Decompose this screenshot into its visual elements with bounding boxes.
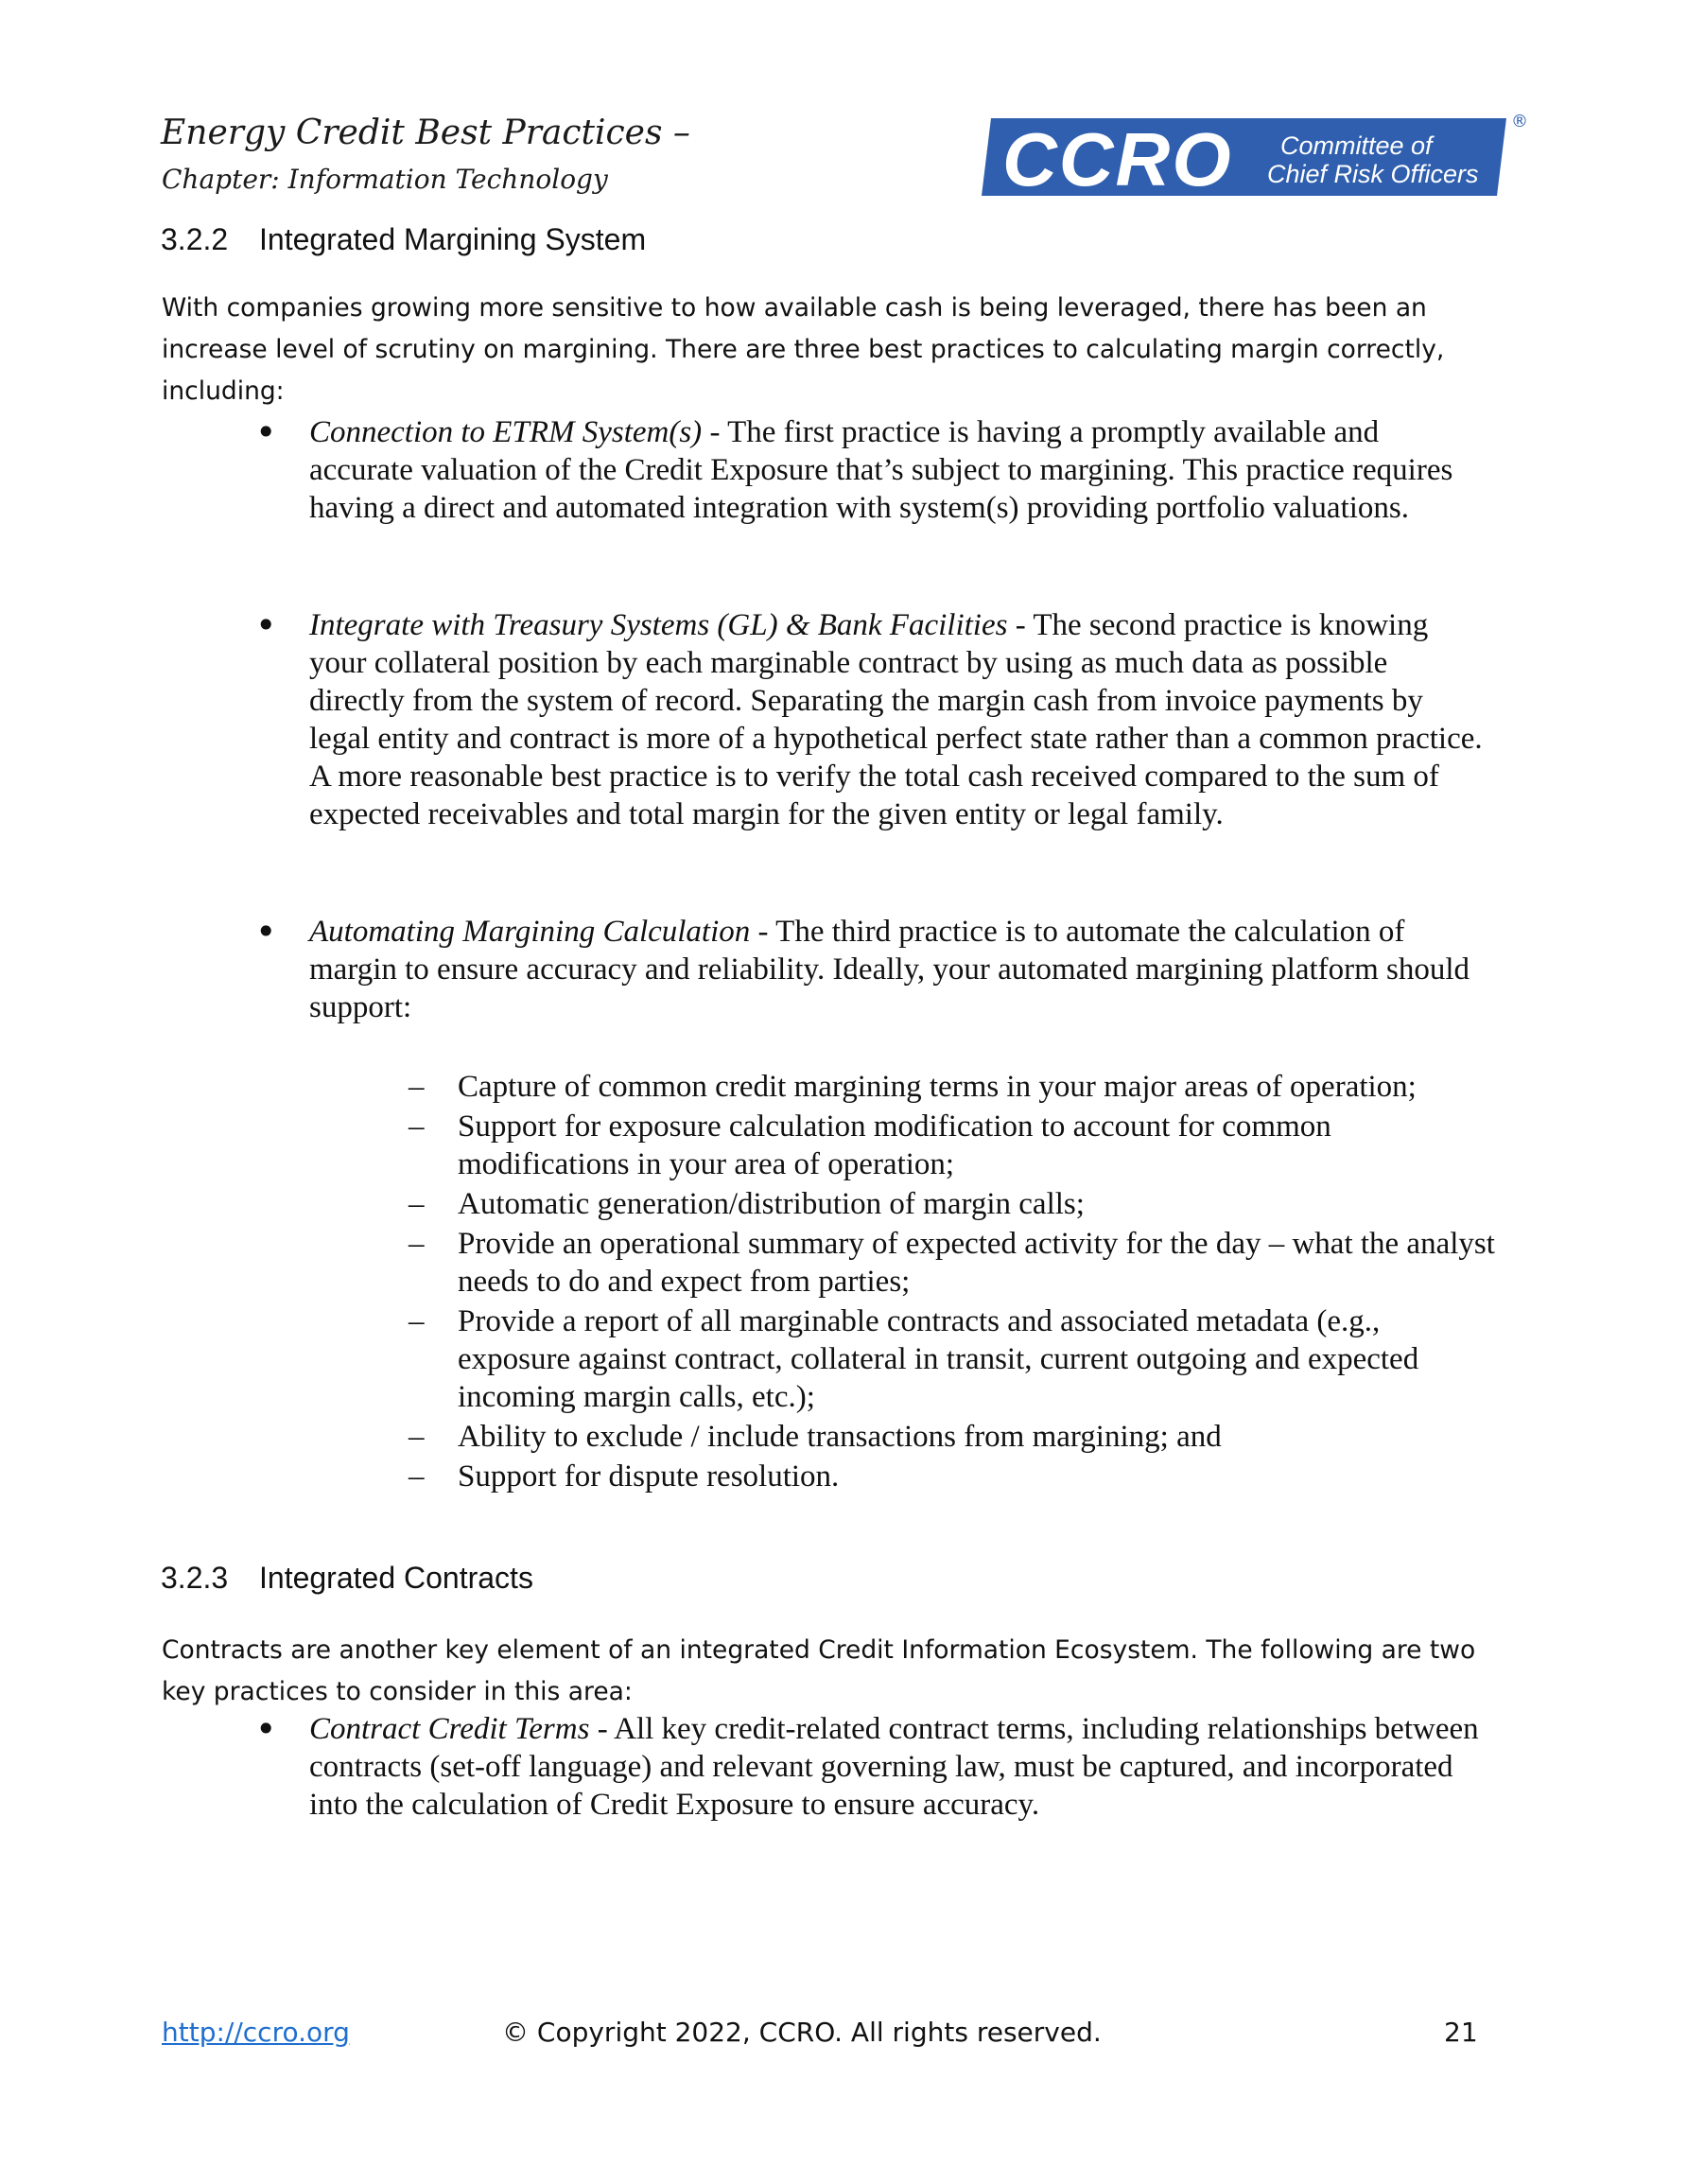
dash-icon: – (409, 1070, 425, 1104)
list-item: – Support for exposure calculation modification to account for common modifications in your area of operation; (409, 1109, 1331, 1181)
logo-tagline-1: Committee of (1280, 131, 1433, 160)
bullet-icon: • (255, 911, 277, 952)
list-item: – Automatic generation/distribution of margin calls; (409, 1187, 1085, 1221)
bullet-body: - The second practice is knowing your collateral position by each marginable contract by using as much data as possible directly from the system of record. Separating the margin cash from invoice payments by legal entity and contract is more of a hypothetical perfect state rather than a common practice. A more reasonable best practice is to verify the total cash received compared to the sum of expected receivables and total margin for the given entity or legal family. (309, 608, 1483, 831)
bullet-lead: Integrate with Treasury Systems (GL) & Bank Facilities (309, 608, 1008, 642)
section-heading-3-2-2 (161, 222, 646, 257)
bullet-item (255, 913, 1485, 1026)
section-intro-paragraph: With companies growing more sensitive to how available cash is being leveraged, there has been an increase level of scrutiny on margining. There are three best practices to calculating margin correctly, including: (162, 293, 1445, 406)
bullet-item (255, 1710, 1485, 1824)
bullet-text (309, 413, 1485, 527)
bullet-lead: Contract Credit Terms (309, 1712, 590, 1746)
dash-icon: – (409, 1420, 425, 1454)
bullet-icon: • (255, 1708, 277, 1750)
footer-link[interactable]: http://ccro.org (162, 2017, 350, 2048)
section-number: 3.2.2 (161, 222, 229, 256)
section-intro-paragraph: Contracts are another key element of an integrated Credit Information Ecosystem. The following are two key practices to consider in this area: (162, 1635, 1476, 1706)
ccro-logo (982, 114, 1511, 201)
list-item: – Provide an operational summary of expected activity for the day – what the analyst needs to do and expect from parties; (409, 1227, 1495, 1299)
bullet-lead: Connection to ETRM System(s) (309, 415, 703, 449)
bullet-body: - The first practice is having a promptly available and accurate valuation of the Credit Exposure that’s subject to margining. This practice requires having a direct and automated integration with system(s) providing portfolio valuations. (309, 415, 1453, 525)
bullet-body: - All key credit-related contract terms, including relationships between contracts (set-off language) and relevant governing law, must be captured, and incorporated into the calculation of Credit Exposure to ensure accuracy. (309, 1712, 1479, 1822)
dash-icon: – (409, 1187, 425, 1221)
bullet-text (309, 1710, 1485, 1824)
section-heading-3-2-3 (161, 1561, 533, 1596)
bullet-icon: • (255, 411, 277, 453)
bullet-body: - The third practice is to automate the calculation of margin to ensure accuracy and reliability. Ideally, your automated margining platform should support: (309, 915, 1470, 1024)
section-title: Integrated Margining System (259, 222, 647, 256)
footer-copyright: © Copyright 2022, CCRO. All rights reserved. (502, 2017, 1102, 2048)
bullet-text (309, 606, 1485, 833)
header-subtitle: Chapter: Information Technology (162, 164, 608, 195)
section-number: 3.2.3 (161, 1561, 229, 1595)
list-item: – Support for dispute resolution. (409, 1459, 840, 1494)
section-title: Integrated Contracts (259, 1561, 533, 1595)
bullet-icon: • (255, 604, 277, 646)
header-title: Energy Credit Best Practices – (161, 114, 690, 152)
dash-icon: – (409, 1227, 425, 1261)
bullet-text (309, 913, 1485, 1026)
list-item: – Ability to exclude / include transactions from margining; and (409, 1420, 1222, 1454)
bullet-item (255, 606, 1485, 833)
registered-mark: ® (1511, 112, 1528, 131)
bullet-lead: Automating Margining Calculation (309, 915, 751, 949)
dash-icon: – (409, 1109, 425, 1144)
bullet-item (255, 413, 1485, 527)
logo-tagline-2: Chief Risk Officers (1267, 160, 1479, 188)
dash-icon: – (409, 1304, 425, 1338)
page-number: 21 (1444, 2017, 1478, 2048)
list-item: – Provide a report of all marginable contracts and associated metadata (e.g., exposure against contract, collateral in transit, current outgoing and expected incoming margin calls, etc.); (409, 1304, 1419, 1414)
sub-bullet-list (409, 1068, 1496, 1497)
logo-wordmark: CCRO (1002, 117, 1233, 201)
dash-icon: – (409, 1459, 425, 1494)
list-item: – Capture of common credit margining terms in your major areas of operation; (409, 1070, 1417, 1104)
